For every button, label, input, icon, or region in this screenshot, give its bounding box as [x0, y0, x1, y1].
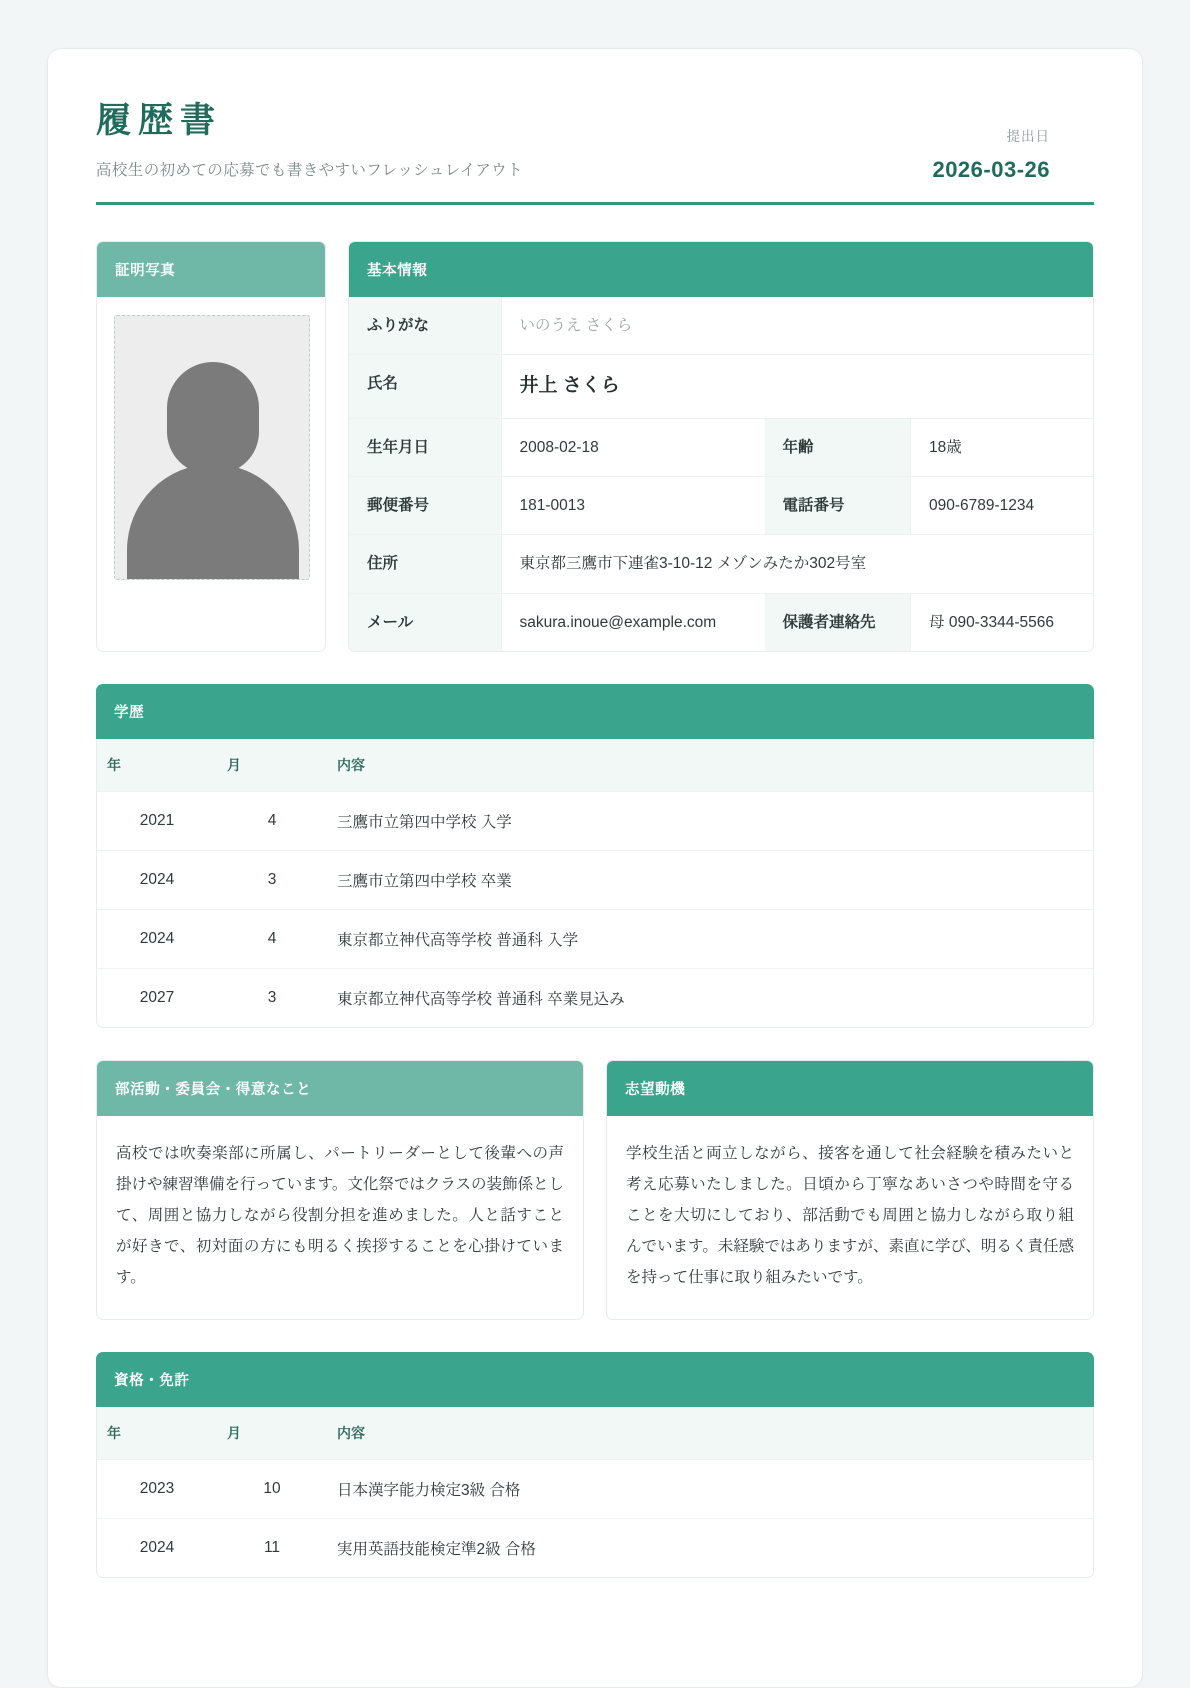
club-activities-title: 部活動・委員会・得意なこと: [97, 1061, 583, 1116]
table-row: [97, 968, 1093, 1027]
table-row: [97, 791, 1093, 850]
table-row-mail-guardian: [349, 593, 1093, 651]
motivation-panel: [606, 1060, 1094, 1320]
guardian-contact-value[interactable]: [911, 593, 1093, 651]
photo-placeholder[interactable]: [114, 315, 310, 580]
photo-card: [96, 241, 326, 652]
document-header: [96, 95, 1094, 205]
qualification-content: 日本漢字能力検定3級 合格: [327, 1459, 1093, 1518]
submit-date-label: 提出日: [1006, 129, 1050, 144]
education-year: 2027: [97, 968, 217, 1027]
table-row-birth-age: [349, 418, 1093, 476]
motivation-title: 志望動機: [607, 1061, 1093, 1116]
qualification-month: 11: [217, 1518, 327, 1577]
kana-label: ふりがな: [349, 297, 501, 355]
phone-value[interactable]: [911, 477, 1093, 535]
guardian-contact-label: 保護者連絡先: [765, 593, 911, 651]
education-section: [96, 684, 1094, 1028]
table-row: [97, 850, 1093, 909]
table-row-kana: [349, 297, 1093, 355]
basic-info-table: [349, 297, 1093, 651]
table-row-name: [349, 355, 1093, 419]
club-activities-body[interactable]: 高校では吹奏楽部に所属し、パートリーダーとして後輩への声掛けや練習準備を行っています。文化祭ではクラスの装飾係として、周囲と協力しながら役割分担を進めました。人と話すことが好きで、初対面の方にも明るく挨拶することを心掛けています。: [116, 1144, 564, 1286]
kana-value[interactable]: いのうえ さくら: [501, 297, 1093, 355]
education-month: 4: [217, 909, 327, 968]
education-month: 3: [217, 850, 327, 909]
club-activities-panel: [96, 1060, 584, 1320]
table-row-zip-tel: [349, 477, 1093, 535]
guardian-contact-text: 母 090-3344-5566: [929, 613, 1054, 631]
submit-date-value: 2026-03-26: [932, 157, 1050, 182]
page-subtitle: 高校生の初めての応募でも書きやすいフレッシュレイアウト: [96, 162, 523, 180]
name-label: 氏名: [349, 355, 501, 419]
zipcode-value[interactable]: 181-0013: [501, 477, 765, 535]
education-year: 2024: [97, 909, 217, 968]
education-month: 4: [217, 791, 327, 850]
qualifications-table: [97, 1407, 1093, 1577]
education-year: 2021: [97, 791, 217, 850]
qualifications-col-month: 月: [217, 1407, 327, 1460]
education-header-row: [97, 739, 1093, 792]
address-value[interactable]: 東京都三鷹市下連雀3-10-12 メゾンみたか302号室: [501, 535, 1093, 593]
email-label: メール: [349, 593, 501, 651]
education-content: 東京都立神代高等学校 普通科 卒業見込み: [327, 968, 1093, 1027]
qualifications-section-body: [96, 1407, 1094, 1578]
table-row: [97, 1459, 1093, 1518]
photo-and-basic-info-row: [96, 241, 1094, 652]
avatar-head-icon: [167, 362, 259, 474]
table-row: [97, 909, 1093, 968]
qualification-content: 実用英語技能検定準2級 合格: [327, 1518, 1093, 1577]
basic-info-section-title: 基本情報: [349, 242, 1093, 297]
qualifications-col-content: 内容: [327, 1407, 1093, 1460]
qualifications-header-row: [97, 1407, 1093, 1460]
education-content: 三鷹市立第四中学校 入学: [327, 791, 1093, 850]
education-month: 3: [217, 968, 327, 1027]
zipcode-label: 郵便番号: [349, 477, 501, 535]
education-section-title: 学歴: [96, 684, 1094, 739]
page-title: 履歴書: [96, 101, 223, 140]
basic-info-card: [348, 241, 1094, 652]
qualifications-section: [96, 1352, 1094, 1578]
education-content: 東京都立神代高等学校 普通科 入学: [327, 909, 1093, 968]
table-row-address: [349, 535, 1093, 593]
address-label: 住所: [349, 535, 501, 593]
table-row: [97, 1518, 1093, 1577]
motivation-body[interactable]: 学校生活と両立しながら、接客を通して社会経験を積みたいと考え応募いたしました。日頃から丁寧なあいさつや時間を守ることを大切にしており、部活動でも周囲と協力しながら取り組んでいます。未経験ではありますが、素直に学び、明るく責任感を持って仕事に取り組みたいです。: [626, 1144, 1074, 1286]
free-text-panels: [96, 1060, 1094, 1320]
photo-section-title: 証明写真: [97, 242, 325, 297]
qualification-month: 10: [217, 1459, 327, 1518]
qualification-year: 2023: [97, 1459, 217, 1518]
phone-value-text: 090-6789-1234: [929, 497, 1035, 514]
name-value[interactable]: 井上 さくら: [501, 355, 1093, 419]
resume-sheet: [47, 48, 1143, 1688]
qualification-year: 2024: [97, 1518, 217, 1577]
submit-date-block: [932, 95, 1094, 183]
avatar-body-icon: [127, 464, 299, 580]
education-col-month: 月: [217, 739, 327, 792]
education-section-body: [96, 739, 1094, 1028]
header-left: [96, 95, 523, 180]
education-year: 2024: [97, 850, 217, 909]
phone-label: 電話番号: [765, 477, 911, 535]
age-value[interactable]: 18歳: [911, 418, 1093, 476]
qualifications-col-year: 年: [97, 1407, 217, 1460]
birthdate-label: 生年月日: [349, 418, 501, 476]
education-content: 三鷹市立第四中学校 卒業: [327, 850, 1093, 909]
email-value[interactable]: [501, 593, 765, 651]
education-table: [97, 739, 1093, 1027]
birthdate-value[interactable]: 2008-02-18: [501, 418, 765, 476]
age-label: 年齢: [765, 418, 911, 476]
qualifications-section-title: 資格・免許: [96, 1352, 1094, 1407]
email-value-text: sakura.inoue@example.com: [519, 613, 717, 631]
photo-body: [97, 297, 325, 600]
education-col-content: 内容: [327, 739, 1093, 792]
education-col-year: 年: [97, 739, 217, 792]
